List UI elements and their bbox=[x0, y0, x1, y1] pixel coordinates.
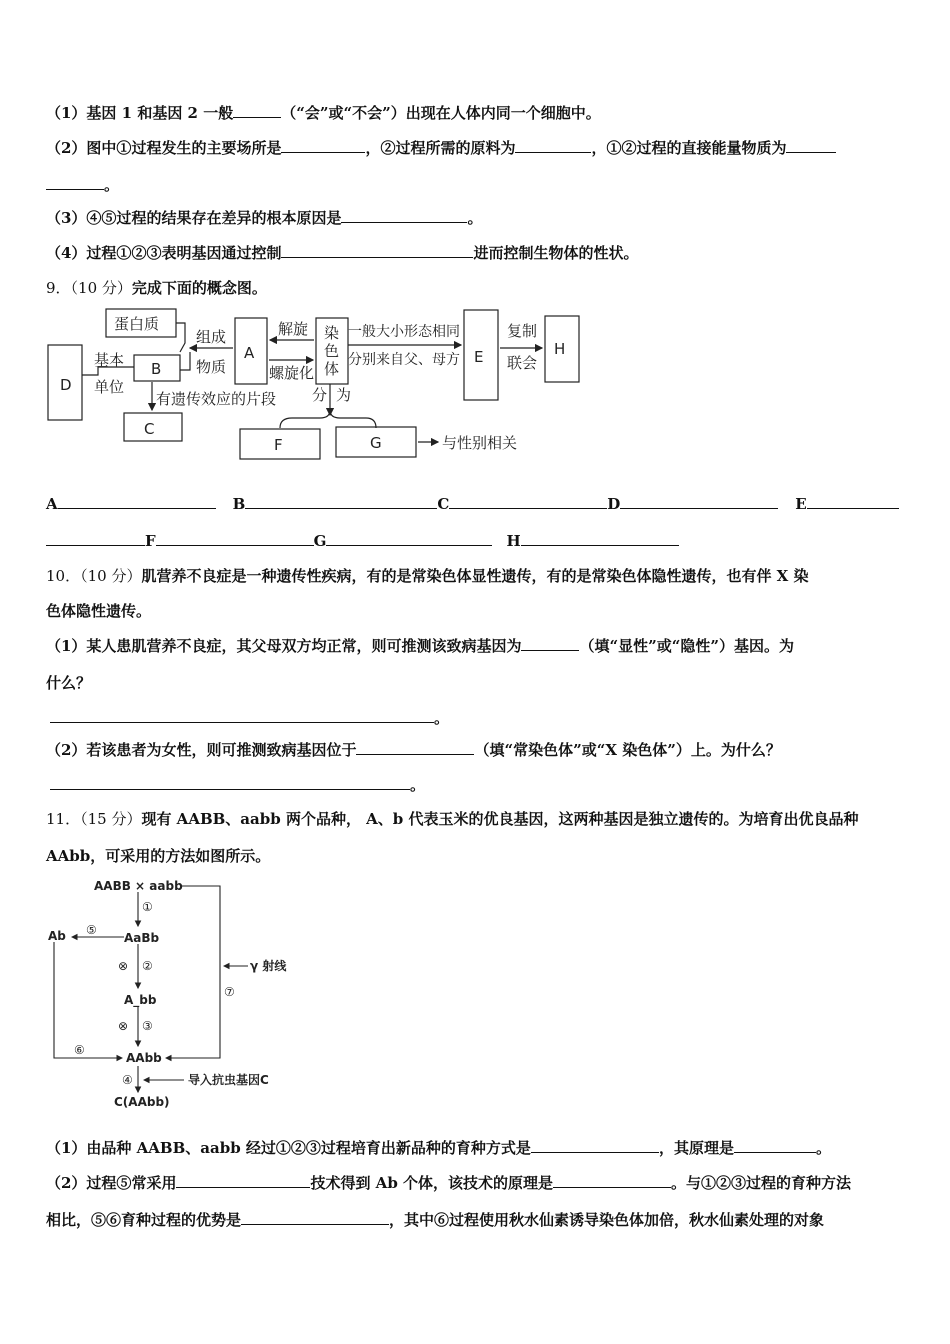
q10-part2-reason-blank[interactable] bbox=[50, 775, 410, 790]
answer-F-label: F bbox=[145, 532, 156, 550]
q10-stem-2: 色体隐性遗传。 bbox=[46, 602, 152, 620]
selfing-icon-2: ⊗ bbox=[118, 1019, 129, 1033]
G-label: G bbox=[370, 434, 382, 452]
q8-part2-blank2[interactable] bbox=[515, 138, 591, 153]
q9-number: 9． bbox=[46, 279, 71, 297]
q10-part1-blank[interactable] bbox=[521, 636, 579, 651]
step2-label: ② bbox=[142, 959, 153, 973]
A_bb-label: A_bb bbox=[124, 993, 157, 1007]
protein-label: 蛋白质 bbox=[114, 315, 160, 333]
answer-H-label: H bbox=[506, 532, 521, 550]
same-shape-label: 一般大小形态相同 bbox=[348, 324, 460, 340]
q8-part2-mid: ，②过程所需的原料为 bbox=[365, 139, 516, 157]
step3-label: ③ bbox=[142, 1019, 153, 1033]
q8-part2 bbox=[46, 138, 836, 158]
q8-part4-blank[interactable] bbox=[281, 243, 473, 258]
q10-part2-tail: （填“常染色体”或“X 染色体”）上。为什么？ bbox=[474, 741, 781, 759]
step1-label: ① bbox=[142, 900, 153, 914]
q10-part2-blank[interactable] bbox=[356, 740, 474, 755]
answer-G-blank[interactable] bbox=[326, 531, 492, 546]
step6-label: ⑥ bbox=[74, 1043, 85, 1057]
q9-answers-row2 bbox=[46, 531, 679, 550]
q11-part2 bbox=[46, 1173, 851, 1193]
q11-text-1 bbox=[46, 809, 859, 829]
answer-F-blank[interactable] bbox=[156, 531, 314, 546]
AaBb-label: AaBb bbox=[124, 931, 160, 945]
chromosome-label-1: 染 bbox=[324, 324, 340, 342]
q10-part1-tail: （填“显性”或“隐性”）基因。为 bbox=[579, 637, 794, 655]
q11-text-2 bbox=[46, 846, 270, 866]
answer-A-label: A bbox=[46, 495, 58, 513]
gamma-ray-label: γ 射线 bbox=[250, 959, 287, 973]
q10-part1-2 bbox=[46, 673, 91, 693]
q11-part1 bbox=[46, 1138, 831, 1158]
copy-label: 复制 bbox=[507, 322, 538, 340]
q8-part2-blank3-cont[interactable] bbox=[46, 175, 104, 190]
insect-gene-label: 导入抗虫基因C bbox=[188, 1073, 269, 1087]
q8-part2-text: （2）图中①过程发生的主要场所是 bbox=[46, 139, 282, 157]
answer-G-label: G bbox=[313, 532, 327, 550]
answer-B-label: B bbox=[232, 495, 246, 513]
q9-heading bbox=[46, 278, 267, 298]
q11-part2-blank3[interactable] bbox=[241, 1210, 389, 1225]
divide-label-1: 分 bbox=[312, 386, 328, 404]
q11-part2-advantage: 相比，⑤⑥育种过程的优势是 bbox=[46, 1211, 242, 1229]
chromosome-label-2: 色 bbox=[324, 342, 340, 360]
A-label: A bbox=[244, 344, 255, 362]
q10-part2-answer bbox=[50, 775, 425, 795]
q10-part1-reason-blank[interactable] bbox=[50, 708, 434, 723]
q10-part1-why: 什么？ bbox=[46, 674, 92, 692]
q10-text-1 bbox=[46, 566, 809, 586]
C-label: C bbox=[144, 420, 155, 438]
q11-part1-text: （1）由品种 AABB、aabb 经过①②③过程培育出新品种的育种方式是 bbox=[46, 1139, 531, 1157]
q9-concept-map bbox=[40, 300, 600, 470]
step4-label: ④ bbox=[122, 1073, 133, 1087]
q10-part1-answer bbox=[50, 708, 449, 728]
chromosome-label-3: 体 bbox=[324, 360, 340, 378]
q10-part1 bbox=[46, 636, 794, 656]
answer-C-blank[interactable] bbox=[449, 494, 607, 509]
q8-part4 bbox=[46, 243, 638, 263]
q8-part2-mid2: ，①②过程的直接能量物质为 bbox=[591, 139, 787, 157]
q8-part4-end: 进而控制生物体的性状。 bbox=[473, 244, 639, 262]
unwind-label: 解旋 bbox=[278, 320, 309, 338]
answer-E-blank[interactable] bbox=[807, 494, 899, 509]
compose-label-2: 物质 bbox=[196, 358, 227, 376]
D-label: D bbox=[60, 376, 72, 394]
synapsis-label: 联会 bbox=[507, 354, 538, 372]
answer-D-label: D bbox=[607, 495, 621, 513]
q11-part2-mid2: 。与①②③过程的育种方法 bbox=[671, 1174, 852, 1192]
q10-text-2 bbox=[46, 601, 151, 621]
q10-score: （10 分） bbox=[80, 567, 142, 585]
q10-part2-dot: 。 bbox=[410, 776, 426, 794]
answer-E-blank-cont[interactable] bbox=[46, 531, 145, 546]
q11-part1-blank1[interactable] bbox=[531, 1138, 659, 1153]
q11-part2-text: （2）过程⑤常采用 bbox=[46, 1174, 177, 1192]
q11-number: 11． bbox=[46, 810, 81, 828]
q8-part1-blank[interactable] bbox=[233, 103, 281, 118]
basic-label-1: 基本 bbox=[94, 351, 125, 369]
q8-part1-tail: （“会”或“不会”）出现在人体内同一个细胞中。 bbox=[281, 104, 601, 122]
q9-score: （10 分） bbox=[70, 279, 132, 297]
B-label: B bbox=[151, 360, 162, 378]
answer-E-label: E bbox=[795, 495, 807, 513]
q11-part2-blank1[interactable] bbox=[176, 1173, 310, 1188]
parents-label: AABB × aabb bbox=[94, 879, 183, 893]
compose-label-1: 组成 bbox=[196, 328, 227, 346]
q10-part1-text: （1）某人患肌营养不良症，其父母双方均正常，则可推测该致病基因为 bbox=[46, 637, 522, 655]
q8-part2-blank1[interactable] bbox=[281, 138, 365, 153]
answer-H-blank[interactable] bbox=[521, 531, 679, 546]
q11-part2-2 bbox=[46, 1210, 824, 1230]
step7-label: ⑦ bbox=[224, 985, 235, 999]
q11-score: （15 分） bbox=[80, 810, 142, 828]
divide-label-2: 为 bbox=[336, 386, 352, 404]
selfing-icon-1: ⊗ bbox=[118, 959, 129, 973]
q11-stem-2: AAbb，可采用的方法如图所示。 bbox=[46, 847, 271, 865]
q8-part1 bbox=[46, 103, 601, 123]
q11-part2-mid: 技术得到 Ab 个体，该技术的原理是 bbox=[310, 1174, 554, 1192]
q10-part1-dot: 。 bbox=[434, 709, 450, 727]
step5-label: ⑤ bbox=[86, 923, 97, 937]
answer-C-label: C bbox=[437, 495, 450, 513]
basic-label-2: 单位 bbox=[94, 378, 125, 396]
q8-part3-text: （3）④⑤过程的结果存在差异的根本原因是 bbox=[46, 209, 342, 227]
AAbb-label: AAbb bbox=[126, 1051, 162, 1065]
sex-related-label: 与性别相关 bbox=[442, 434, 518, 452]
answer-D-blank[interactable] bbox=[620, 494, 778, 509]
answer-A-blank[interactable] bbox=[58, 494, 216, 509]
q10-part2 bbox=[46, 740, 781, 760]
Ab-label: Ab bbox=[48, 929, 66, 943]
q8-part3 bbox=[46, 208, 482, 228]
q10-stem-1: 肌营养不良症是一种遗传性疾病，有的是常染色体显性遗传，有的是常染色体隐性遗传，也有伴 X 染 bbox=[141, 567, 809, 585]
q8-part2-blank3[interactable] bbox=[786, 138, 836, 153]
q11-stem-1: 现有 AABB、aabb 两个品种， A、b 代表玉米的优良基因，这两种基因是独立遗传的。为培育出优良品种 bbox=[141, 810, 859, 828]
q10-part2-text: （2）若该患者为女性，则可推测致病基因位于 bbox=[46, 741, 357, 759]
q11-part2-tail: ，其中⑥过程使用秋水仙素诱导染色体加倍，秋水仙素处理的对象 bbox=[389, 1211, 825, 1229]
spiral-label: 螺旋化 bbox=[269, 364, 315, 382]
q8-part1-text: （1）基因 1 和基因 2 一般 bbox=[46, 104, 234, 122]
q9-answers-row1 bbox=[46, 494, 899, 513]
answer-B-blank[interactable] bbox=[245, 494, 437, 509]
q11-part1-mid: ，其原理是 bbox=[658, 1139, 734, 1157]
q11-part1-end: 。 bbox=[815, 1139, 831, 1157]
H-label: H bbox=[554, 340, 566, 358]
q11-part1-blank2[interactable] bbox=[734, 1138, 816, 1153]
q9-title: 完成下面的概念图。 bbox=[131, 279, 267, 297]
q8-part2-cont bbox=[46, 175, 119, 195]
q8-part4-text: （4）过程①②③表明基因通过控制 bbox=[46, 244, 282, 262]
q8-part3-end: 。 bbox=[467, 209, 483, 227]
E-label: E bbox=[474, 348, 484, 366]
q8-part3-blank[interactable] bbox=[341, 208, 467, 223]
from-parents-label: 分别来自父、母方 bbox=[348, 352, 460, 368]
q10-number: 10． bbox=[46, 567, 81, 585]
q11-part2-blank2[interactable] bbox=[553, 1173, 671, 1188]
q11-breeding-diagram bbox=[44, 874, 304, 1114]
F-label: F bbox=[274, 436, 283, 454]
C-product-label: C(AAbb) bbox=[114, 1095, 170, 1109]
q8-part2-end: 。 bbox=[104, 176, 120, 194]
genetic-segment-label: 有遗传效应的片段 bbox=[156, 390, 277, 408]
